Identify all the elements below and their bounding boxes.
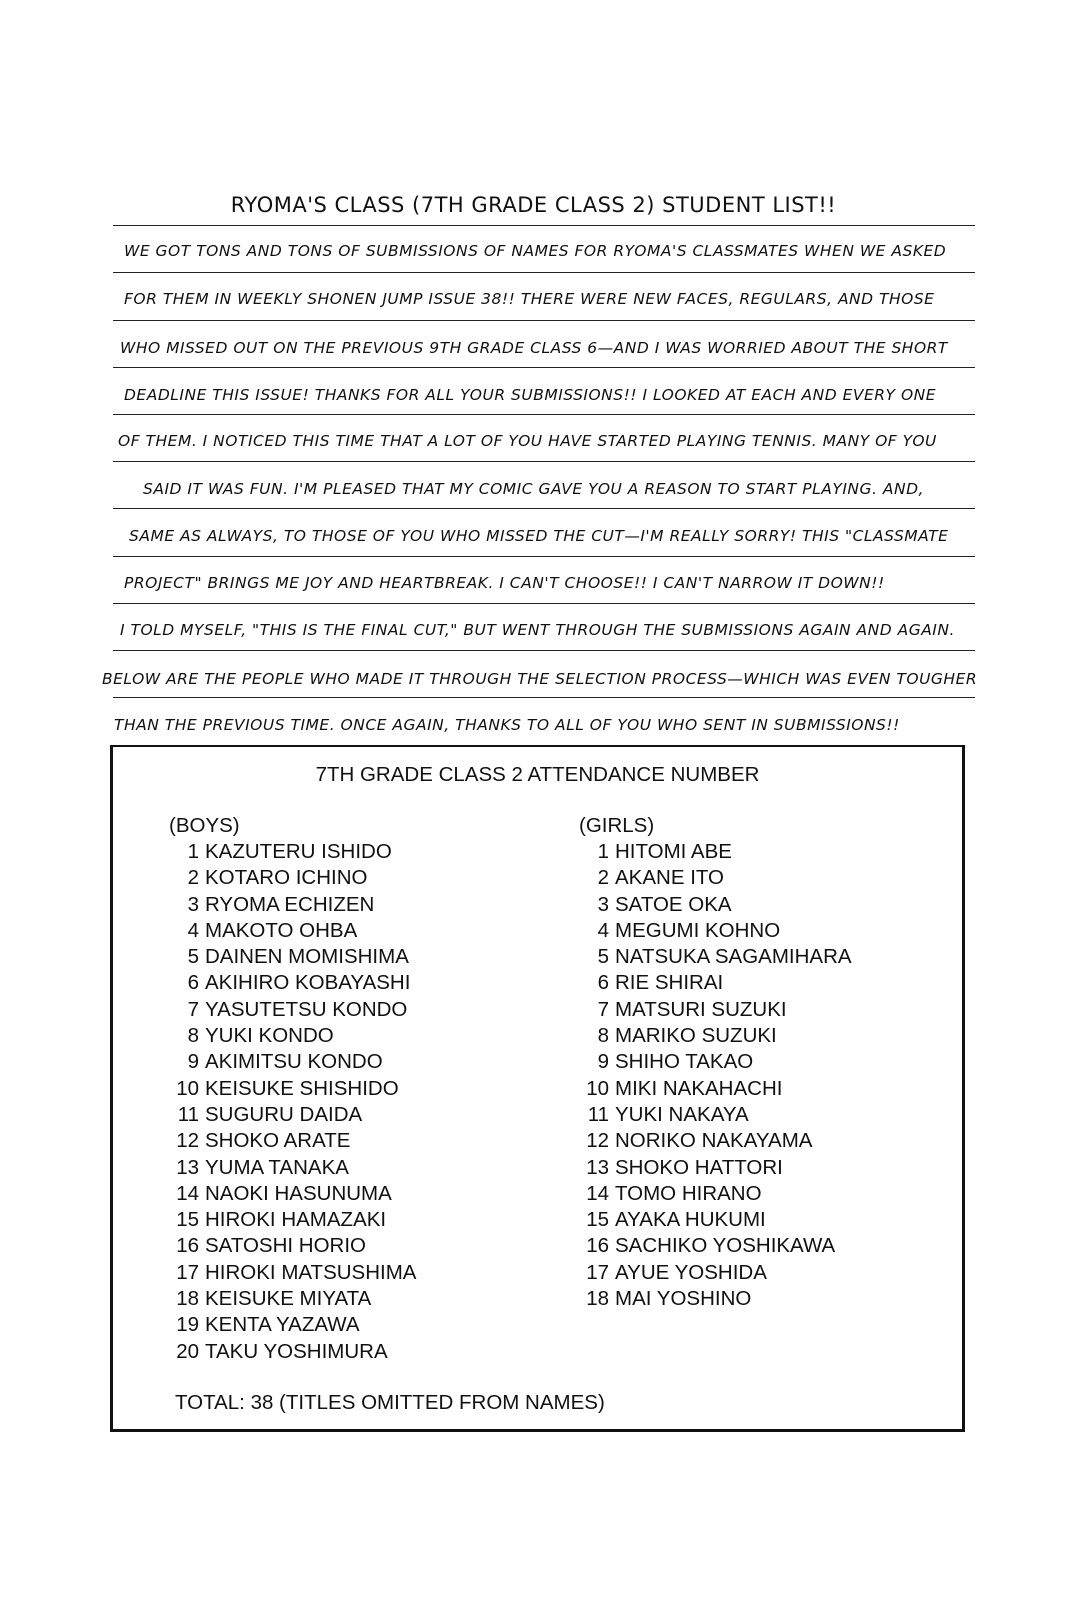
attendance-number: 13 bbox=[586, 1155, 609, 1179]
student-entry bbox=[579, 1233, 852, 1259]
rule-line bbox=[113, 320, 975, 321]
attendance-number: 10 bbox=[586, 1076, 609, 1100]
student-entry bbox=[169, 892, 416, 918]
student-entry bbox=[169, 1181, 416, 1207]
rule-line bbox=[113, 556, 975, 557]
attendance-box bbox=[110, 745, 965, 1432]
student-name: AYUE YOSHIDA bbox=[615, 1260, 767, 1284]
attendance-number: 8 bbox=[187, 1024, 199, 1048]
attendance-number: 7 bbox=[597, 997, 609, 1021]
boys-column bbox=[169, 813, 416, 1365]
student-entry bbox=[579, 1023, 852, 1049]
attendance-number: 5 bbox=[187, 945, 199, 969]
student-entry bbox=[169, 944, 416, 970]
student-entry bbox=[579, 1260, 852, 1286]
student-entry bbox=[579, 839, 852, 865]
student-name: SHIHO TAKAO bbox=[615, 1050, 754, 1074]
student-name: AKIMITSU KONDO bbox=[205, 1050, 383, 1074]
student-entry bbox=[169, 918, 416, 944]
attendance-number: 5 bbox=[597, 945, 609, 969]
student-entry bbox=[169, 839, 416, 865]
girls-list bbox=[579, 839, 852, 1312]
student-entry bbox=[169, 1312, 416, 1338]
student-entry bbox=[579, 865, 852, 891]
paragraph-line: PROJECT" BRINGS ME JOY AND HEARTBREAK. I CAN'T CHOOSE!! I CAN'T NARROW IT DOWN!! bbox=[124, 574, 885, 592]
student-entry bbox=[579, 918, 852, 944]
student-name: KENTA YAZAWA bbox=[205, 1313, 360, 1337]
paragraph-line: FOR THEM IN WEEKLY SHONEN JUMP ISSUE 38!! THERE WERE NEW FACES, REGULARS, AND THOSE bbox=[124, 290, 935, 308]
attendance-number: 18 bbox=[586, 1287, 609, 1311]
attendance-number: 14 bbox=[176, 1181, 199, 1205]
attendance-number: 11 bbox=[587, 1102, 609, 1126]
attendance-number: 12 bbox=[586, 1129, 609, 1153]
total-note: TOTAL: 38 (TITLES OMITTED FROM NAMES) bbox=[175, 1391, 605, 1414]
student-entry bbox=[579, 892, 852, 918]
student-entry bbox=[579, 1049, 852, 1075]
attendance-number: 13 bbox=[176, 1155, 199, 1179]
paragraph-line: THAN THE PREVIOUS TIME. ONCE AGAIN, THANKS TO ALL OF YOU WHO SENT IN SUBMISSIONS!! bbox=[114, 716, 900, 734]
rule-line bbox=[113, 225, 975, 226]
attendance-number: 18 bbox=[176, 1287, 199, 1311]
student-name: KOTARO ICHINO bbox=[205, 866, 368, 890]
paragraph-line: BELOW ARE THE PEOPLE WHO MADE IT THROUGH THE SELECTION PROCESS—WHICH WAS EVEN TOUGHER bbox=[102, 670, 978, 688]
student-name: RIE SHIRAI bbox=[615, 971, 724, 995]
attendance-number: 8 bbox=[597, 1024, 609, 1048]
student-entry bbox=[169, 1128, 416, 1154]
student-name: RYOMA ECHIZEN bbox=[205, 892, 375, 916]
student-name: DAINEN MOMISHIMA bbox=[205, 945, 409, 969]
rule-line bbox=[113, 367, 975, 368]
attendance-number: 17 bbox=[586, 1260, 609, 1284]
student-name: NAOKI HASUNUMA bbox=[205, 1181, 392, 1205]
student-name: SACHIKO YOSHIKAWA bbox=[615, 1234, 836, 1258]
page-title: RYOMA'S CLASS (7TH GRADE CLASS 2) STUDENT LIST!! bbox=[230, 193, 837, 217]
rule-line bbox=[113, 650, 975, 651]
paragraph-line: WE GOT TONS AND TONS OF SUBMISSIONS OF NAMES FOR RYOMA'S CLASSMATES WHEN WE ASKED bbox=[124, 242, 947, 260]
attendance-number: 2 bbox=[597, 866, 609, 890]
attendance-number: 12 bbox=[176, 1129, 199, 1153]
student-name: SHOKO ARATE bbox=[205, 1129, 351, 1153]
student-entry bbox=[169, 1155, 416, 1181]
student-name: AKANE ITO bbox=[615, 866, 724, 890]
attendance-number: 15 bbox=[586, 1208, 609, 1232]
student-entry bbox=[169, 1102, 416, 1128]
student-entry bbox=[579, 1128, 852, 1154]
student-name: KEISUKE SHISHIDO bbox=[205, 1076, 399, 1100]
attendance-number: 3 bbox=[187, 892, 199, 916]
student-entry bbox=[169, 1339, 416, 1365]
rule-line bbox=[113, 508, 975, 509]
rule-line bbox=[113, 697, 975, 698]
attendance-number: 4 bbox=[597, 918, 609, 942]
attendance-number: 7 bbox=[187, 997, 199, 1021]
student-name: HIROKI MATSUSHIMA bbox=[205, 1260, 417, 1284]
student-name: SHOKO HATTORI bbox=[615, 1155, 783, 1179]
attendance-number: 11 bbox=[177, 1102, 199, 1126]
student-entry bbox=[579, 1181, 852, 1207]
rule-line bbox=[113, 414, 975, 415]
student-entry bbox=[579, 1286, 852, 1312]
paragraph-line: SAID IT WAS FUN. I'M PLEASED THAT MY COMIC GAVE YOU A REASON TO START PLAYING. AND, bbox=[143, 480, 924, 498]
student-name: YUKI KONDO bbox=[205, 1024, 334, 1048]
attendance-number: 16 bbox=[176, 1234, 199, 1258]
student-name: AYAKA HUKUMI bbox=[615, 1208, 766, 1232]
attendance-heading: 7TH GRADE CLASS 2 ATTENDANCE NUMBER bbox=[315, 763, 760, 786]
rule-line bbox=[113, 461, 975, 462]
student-entry bbox=[169, 1233, 416, 1259]
student-name: TAKU YOSHIMURA bbox=[205, 1339, 388, 1363]
attendance-number: 6 bbox=[187, 971, 199, 995]
student-entry bbox=[579, 1207, 852, 1233]
student-entry bbox=[579, 1155, 852, 1181]
student-entry bbox=[579, 1076, 852, 1102]
student-entry bbox=[579, 1102, 852, 1128]
paragraph-line: I TOLD MYSELF, "THIS IS THE FINAL CUT," BUT WENT THROUGH THE SUBMISSIONS AGAIN AND AGAIN. bbox=[120, 621, 955, 639]
attendance-number: 20 bbox=[176, 1339, 199, 1363]
attendance-number: 9 bbox=[187, 1050, 199, 1074]
student-entry bbox=[579, 997, 852, 1023]
student-name: YUMA TANAKA bbox=[205, 1155, 349, 1179]
girls-column bbox=[579, 813, 852, 1312]
attendance-number: 1 bbox=[597, 840, 609, 863]
boys-label: (BOYS) bbox=[169, 814, 240, 837]
student-entry bbox=[169, 1207, 416, 1233]
student-name: SATOSHI HORIO bbox=[205, 1234, 366, 1258]
paragraph-line: OF THEM. I NOTICED THIS TIME THAT A LOT OF YOU HAVE STARTED PLAYING TENNIS. MANY OF YOU bbox=[118, 432, 937, 450]
student-name: SATOE OKA bbox=[615, 892, 732, 916]
student-entry bbox=[169, 1286, 416, 1312]
girls-label: (GIRLS) bbox=[579, 814, 655, 837]
student-name: KAZUTERU ISHIDO bbox=[205, 840, 392, 863]
student-name: AKIHIRO KOBAYASHI bbox=[205, 971, 411, 995]
student-name: HIROKI HAMAZAKI bbox=[205, 1208, 387, 1232]
student-entry bbox=[579, 944, 852, 970]
student-name: KEISUKE MIYATA bbox=[205, 1287, 372, 1311]
student-entry bbox=[169, 865, 416, 891]
student-name: MEGUMI KOHNO bbox=[615, 918, 781, 942]
student-entry bbox=[169, 1260, 416, 1286]
attendance-number: 17 bbox=[176, 1260, 199, 1284]
student-name: NORIKO NAKAYAMA bbox=[615, 1129, 813, 1153]
attendance-number: 4 bbox=[187, 918, 199, 942]
student-name: TOMO HIRANO bbox=[615, 1181, 762, 1205]
student-entry bbox=[169, 1076, 416, 1102]
student-entry bbox=[169, 1049, 416, 1075]
rule-line bbox=[113, 603, 975, 604]
student-name: SUGURU DAIDA bbox=[205, 1102, 363, 1126]
attendance-number: 3 bbox=[597, 892, 609, 916]
attendance-number: 16 bbox=[586, 1234, 609, 1258]
student-name: MAKOTO OHBA bbox=[205, 918, 358, 942]
attendance-number: 10 bbox=[176, 1076, 199, 1100]
student-entry bbox=[579, 970, 852, 996]
attendance-number: 9 bbox=[597, 1050, 609, 1074]
student-name: MIKI NAKAHACHI bbox=[615, 1076, 783, 1100]
boys-list bbox=[169, 839, 416, 1365]
attendance-number: 14 bbox=[586, 1181, 609, 1205]
paragraph-line: SAME AS ALWAYS, TO THOSE OF YOU WHO MISSED THE CUT—I'M REALLY SORRY! THIS "CLASSMATE bbox=[129, 527, 949, 545]
attendance-number: 1 bbox=[187, 840, 199, 863]
student-name: YASUTETSU KONDO bbox=[205, 997, 408, 1021]
student-name: NATSUKA SAGAMIHARA bbox=[615, 945, 852, 969]
rule-line bbox=[113, 272, 975, 273]
student-name: MARIKO SUZUKI bbox=[615, 1024, 777, 1048]
student-name: MATSURI SUZUKI bbox=[615, 997, 787, 1021]
student-name: HITOMI ABE bbox=[615, 840, 732, 863]
attendance-number: 15 bbox=[176, 1208, 199, 1232]
student-entry bbox=[169, 1023, 416, 1049]
student-entry bbox=[169, 997, 416, 1023]
student-name: MAI YOSHINO bbox=[615, 1287, 752, 1311]
student-name: YUKI NAKAYA bbox=[615, 1102, 749, 1126]
attendance-number: 2 bbox=[187, 866, 199, 890]
attendance-number: 19 bbox=[176, 1313, 199, 1337]
paragraph-line: WHO MISSED OUT ON THE PREVIOUS 9TH GRADE CLASS 6—AND I WAS WORRIED ABOUT THE SHORT bbox=[120, 339, 948, 357]
student-entry bbox=[169, 970, 416, 996]
paragraph-line: DEADLINE THIS ISSUE! THANKS FOR ALL YOUR SUBMISSIONS!! I LOOKED AT EACH AND EVERY ONE bbox=[124, 386, 937, 404]
attendance-number: 6 bbox=[597, 971, 609, 995]
